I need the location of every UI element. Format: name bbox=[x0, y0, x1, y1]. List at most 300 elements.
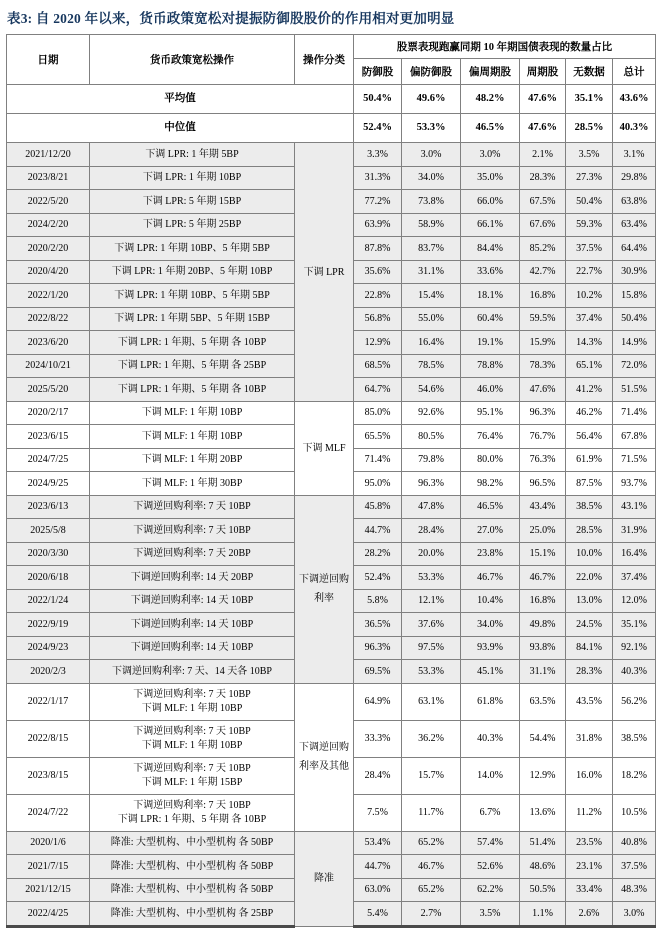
value-cell: 36.5% bbox=[354, 613, 402, 637]
value-cell: 53.3% bbox=[402, 114, 461, 143]
column-header-total: 总计 bbox=[613, 59, 656, 85]
value-cell: 50.4% bbox=[613, 307, 656, 331]
value-cell: 76.3% bbox=[520, 448, 566, 472]
value-cell: 66.0% bbox=[461, 190, 520, 214]
value-cell: 35.1% bbox=[613, 613, 656, 637]
value-cell: 93.9% bbox=[461, 636, 520, 660]
operation-line: 下调逆回购利率: 7 天 20BP bbox=[133, 548, 251, 560]
value-cell: 16.8% bbox=[520, 589, 566, 613]
category-cell: 下调 LPR bbox=[295, 143, 354, 402]
category-cell: 下调逆回购利率及其他 bbox=[295, 683, 354, 831]
value-cell: 23.5% bbox=[566, 831, 613, 855]
value-cell: 7.5% bbox=[354, 794, 402, 831]
value-cell: 3.0% bbox=[461, 143, 520, 167]
value-cell: 48.3% bbox=[613, 878, 656, 902]
value-cell: 98.2% bbox=[461, 472, 520, 496]
date-cell: 2022/4/25 bbox=[7, 902, 90, 927]
policy-easing-table bbox=[6, 34, 656, 928]
value-cell: 43.1% bbox=[613, 495, 656, 519]
operation-cell bbox=[90, 660, 295, 684]
value-cell: 50.4% bbox=[566, 190, 613, 214]
operation-line: 下调 MLF: 1 年期 10BP bbox=[141, 430, 243, 442]
value-cell: 43.4% bbox=[520, 495, 566, 519]
value-cell: 52.4% bbox=[354, 566, 402, 590]
value-cell: 96.3% bbox=[402, 472, 461, 496]
value-cell: 10.2% bbox=[566, 284, 613, 308]
operation-line: 下调逆回购利率: 7 天 10BP bbox=[133, 524, 251, 536]
value-cell: 67.5% bbox=[520, 190, 566, 214]
value-cell: 46.5% bbox=[461, 495, 520, 519]
value-cell: 93.8% bbox=[520, 636, 566, 660]
summary-row bbox=[7, 114, 656, 143]
date-cell: 2021/7/15 bbox=[7, 855, 90, 879]
operation-cell bbox=[90, 757, 295, 794]
value-cell: 12.9% bbox=[520, 757, 566, 794]
value-cell: 58.9% bbox=[402, 213, 461, 237]
value-cell: 31.8% bbox=[566, 720, 613, 757]
operation-line: 下调逆回购利率: 7 天 10BP bbox=[133, 689, 251, 701]
value-cell: 40.3% bbox=[461, 720, 520, 757]
date-cell: 2022/8/15 bbox=[7, 720, 90, 757]
operation-cell bbox=[90, 378, 295, 402]
value-cell: 93.7% bbox=[613, 472, 656, 496]
date-cell: 2020/2/20 bbox=[7, 237, 90, 261]
value-cell: 22.0% bbox=[566, 566, 613, 590]
operation-cell bbox=[90, 425, 295, 449]
value-cell: 63.1% bbox=[402, 683, 461, 720]
value-cell: 96.3% bbox=[354, 636, 402, 660]
value-cell: 96.5% bbox=[520, 472, 566, 496]
operation-cell bbox=[90, 720, 295, 757]
value-cell: 97.5% bbox=[402, 636, 461, 660]
operation-cell bbox=[90, 166, 295, 190]
operation-cell bbox=[90, 331, 295, 355]
operation-cell bbox=[90, 519, 295, 543]
value-cell: 23.1% bbox=[566, 855, 613, 879]
value-cell: 37.4% bbox=[566, 307, 613, 331]
date-cell: 2023/8/21 bbox=[7, 166, 90, 190]
value-cell: 2.6% bbox=[566, 902, 613, 927]
value-cell: 6.7% bbox=[461, 794, 520, 831]
value-cell: 37.5% bbox=[613, 855, 656, 879]
operation-line: 下调 MLF: 1 年期 10BP bbox=[141, 739, 243, 751]
summary-label-cell: 平均值 bbox=[7, 85, 354, 114]
value-cell: 29.8% bbox=[613, 166, 656, 190]
value-cell: 44.7% bbox=[354, 519, 402, 543]
operation-line: 下调 LPR: 1 年期、5 年期 各 10BP bbox=[117, 813, 267, 825]
value-cell: 53.3% bbox=[402, 566, 461, 590]
table-title: 表3: 自 2020 年以来，货币政策宽松对提振防御股股价的作用相对更加明显 bbox=[7, 11, 455, 26]
value-cell: 92.1% bbox=[613, 636, 656, 660]
date-cell: 2020/3/30 bbox=[7, 542, 90, 566]
value-cell: 28.5% bbox=[566, 114, 613, 143]
operation-line: 下调 LPR: 1 年期 10BP、5 年期 5BP bbox=[114, 242, 270, 254]
operation-cell bbox=[90, 143, 295, 167]
value-cell: 31.9% bbox=[613, 519, 656, 543]
date-cell: 2025/5/20 bbox=[7, 378, 90, 402]
value-cell: 62.2% bbox=[461, 878, 520, 902]
value-cell: 95.1% bbox=[461, 401, 520, 425]
value-cell: 36.2% bbox=[402, 720, 461, 757]
operation-line: 下调 LPR: 1 年期 20BP、5 年期 10BP bbox=[111, 266, 273, 278]
value-cell: 33.3% bbox=[354, 720, 402, 757]
value-cell: 46.7% bbox=[520, 566, 566, 590]
value-cell: 18.2% bbox=[613, 757, 656, 794]
value-cell: 14.0% bbox=[461, 757, 520, 794]
value-cell: 63.8% bbox=[613, 190, 656, 214]
value-cell: 44.7% bbox=[354, 855, 402, 879]
date-cell: 2024/7/22 bbox=[7, 794, 90, 831]
value-cell: 46.0% bbox=[461, 378, 520, 402]
operation-cell bbox=[90, 472, 295, 496]
value-cell: 34.0% bbox=[402, 166, 461, 190]
value-cell: 15.9% bbox=[520, 331, 566, 355]
value-cell: 48.2% bbox=[461, 85, 520, 114]
operation-cell bbox=[90, 354, 295, 378]
value-cell: 1.1% bbox=[520, 902, 566, 927]
column-header-semi-cyclical: 偏周期股 bbox=[461, 59, 520, 85]
value-cell: 56.2% bbox=[613, 683, 656, 720]
table-body bbox=[7, 85, 656, 927]
value-cell: 64.7% bbox=[354, 378, 402, 402]
column-header-date: 日期 bbox=[7, 35, 90, 85]
operation-line: 下调逆回购利率: 7 天、14 天各 10BP bbox=[111, 665, 272, 677]
value-cell: 65.1% bbox=[566, 354, 613, 378]
value-cell: 28.2% bbox=[354, 542, 402, 566]
operation-line: 下调 MLF: 1 年期 15BP bbox=[141, 776, 243, 788]
value-cell: 67.8% bbox=[613, 425, 656, 449]
value-cell: 76.4% bbox=[461, 425, 520, 449]
value-cell: 13.6% bbox=[520, 794, 566, 831]
value-cell: 56.4% bbox=[566, 425, 613, 449]
operation-cell bbox=[90, 855, 295, 879]
value-cell: 71.4% bbox=[354, 448, 402, 472]
value-cell: 2.7% bbox=[402, 902, 461, 927]
date-cell: 2022/1/17 bbox=[7, 683, 90, 720]
operation-line: 下调 LPR: 1 年期、5 年期 各 10BP bbox=[117, 336, 267, 348]
column-header-defensive: 防御股 bbox=[354, 59, 402, 85]
value-cell: 87.5% bbox=[566, 472, 613, 496]
value-cell: 78.3% bbox=[520, 354, 566, 378]
date-cell: 2024/7/25 bbox=[7, 448, 90, 472]
value-cell: 45.1% bbox=[461, 660, 520, 684]
date-cell: 2024/10/21 bbox=[7, 354, 90, 378]
column-group-header-outperformance: 股票表现跑赢同期 10 年期国债表现的数量占比 bbox=[354, 35, 656, 59]
date-cell: 2023/6/20 bbox=[7, 331, 90, 355]
operation-cell bbox=[90, 902, 295, 927]
value-cell: 63.0% bbox=[354, 878, 402, 902]
value-cell: 15.8% bbox=[613, 284, 656, 308]
value-cell: 10.5% bbox=[613, 794, 656, 831]
value-cell: 41.2% bbox=[566, 378, 613, 402]
value-cell: 31.1% bbox=[402, 260, 461, 284]
value-cell: 53.3% bbox=[402, 660, 461, 684]
date-cell: 2022/9/19 bbox=[7, 613, 90, 637]
value-cell: 40.8% bbox=[613, 831, 656, 855]
value-cell: 85.2% bbox=[520, 237, 566, 261]
value-cell: 85.0% bbox=[354, 401, 402, 425]
category-cell: 下调 MLF bbox=[295, 401, 354, 495]
date-cell: 2020/4/20 bbox=[7, 260, 90, 284]
value-cell: 14.9% bbox=[613, 331, 656, 355]
value-cell: 2.1% bbox=[520, 143, 566, 167]
value-cell: 69.5% bbox=[354, 660, 402, 684]
value-cell: 27.0% bbox=[461, 519, 520, 543]
operation-line: 下调 LPR: 5 年期 25BP bbox=[142, 219, 242, 231]
date-cell: 2023/6/15 bbox=[7, 425, 90, 449]
value-cell: 20.0% bbox=[402, 542, 461, 566]
value-cell: 43.6% bbox=[613, 85, 656, 114]
date-cell: 2020/1/6 bbox=[7, 831, 90, 855]
value-cell: 49.6% bbox=[402, 85, 461, 114]
value-cell: 46.2% bbox=[566, 401, 613, 425]
value-cell: 63.9% bbox=[354, 213, 402, 237]
value-cell: 3.5% bbox=[461, 902, 520, 927]
date-cell: 2023/6/13 bbox=[7, 495, 90, 519]
operation-cell bbox=[90, 542, 295, 566]
value-cell: 12.9% bbox=[354, 331, 402, 355]
table-row bbox=[7, 143, 656, 167]
date-cell: 2020/6/18 bbox=[7, 566, 90, 590]
value-cell: 66.1% bbox=[461, 213, 520, 237]
value-cell: 3.0% bbox=[613, 902, 656, 927]
value-cell: 40.3% bbox=[613, 114, 656, 143]
value-cell: 71.5% bbox=[613, 448, 656, 472]
value-cell: 22.8% bbox=[354, 284, 402, 308]
value-cell: 49.8% bbox=[520, 613, 566, 637]
value-cell: 63.4% bbox=[613, 213, 656, 237]
value-cell: 56.8% bbox=[354, 307, 402, 331]
date-cell: 2024/9/23 bbox=[7, 636, 90, 660]
value-cell: 46.7% bbox=[461, 566, 520, 590]
value-cell: 50.4% bbox=[354, 85, 402, 114]
operation-line: 下调 LPR: 1 年期 5BP bbox=[145, 148, 239, 160]
value-cell: 47.6% bbox=[520, 114, 566, 143]
value-cell: 71.4% bbox=[613, 401, 656, 425]
value-cell: 28.3% bbox=[566, 660, 613, 684]
value-cell: 23.8% bbox=[461, 542, 520, 566]
date-cell: 2021/12/20 bbox=[7, 143, 90, 167]
value-cell: 37.6% bbox=[402, 613, 461, 637]
value-cell: 59.5% bbox=[520, 307, 566, 331]
value-cell: 53.4% bbox=[354, 831, 402, 855]
value-cell: 16.0% bbox=[566, 757, 613, 794]
value-cell: 38.5% bbox=[566, 495, 613, 519]
value-cell: 52.4% bbox=[354, 114, 402, 143]
operation-cell bbox=[90, 495, 295, 519]
category-cell: 下调逆回购利率 bbox=[295, 495, 354, 683]
value-cell: 19.1% bbox=[461, 331, 520, 355]
operation-cell bbox=[90, 566, 295, 590]
date-cell: 2020/2/17 bbox=[7, 401, 90, 425]
value-cell: 35.1% bbox=[566, 85, 613, 114]
value-cell: 37.4% bbox=[613, 566, 656, 590]
value-cell: 38.5% bbox=[613, 720, 656, 757]
value-cell: 61.8% bbox=[461, 683, 520, 720]
value-cell: 31.3% bbox=[354, 166, 402, 190]
value-cell: 59.3% bbox=[566, 213, 613, 237]
value-cell: 3.0% bbox=[402, 143, 461, 167]
value-cell: 31.1% bbox=[520, 660, 566, 684]
value-cell: 76.7% bbox=[520, 425, 566, 449]
value-cell: 42.7% bbox=[520, 260, 566, 284]
operation-cell bbox=[90, 831, 295, 855]
value-cell: 65.2% bbox=[402, 831, 461, 855]
value-cell: 16.4% bbox=[613, 542, 656, 566]
value-cell: 47.6% bbox=[520, 378, 566, 402]
value-cell: 55.0% bbox=[402, 307, 461, 331]
operation-cell bbox=[90, 613, 295, 637]
value-cell: 11.2% bbox=[566, 794, 613, 831]
value-cell: 78.5% bbox=[402, 354, 461, 378]
value-cell: 28.4% bbox=[402, 519, 461, 543]
value-cell: 5.8% bbox=[354, 589, 402, 613]
column-header-semi-defensive: 偏防御股 bbox=[402, 59, 461, 85]
value-cell: 12.0% bbox=[613, 589, 656, 613]
summary-row bbox=[7, 85, 656, 114]
operation-line: 下调逆回购利率: 7 天 10BP bbox=[133, 800, 251, 812]
value-cell: 11.7% bbox=[402, 794, 461, 831]
column-header-operation: 货币政策宽松操作 bbox=[90, 35, 295, 85]
value-cell: 33.6% bbox=[461, 260, 520, 284]
value-cell: 40.3% bbox=[613, 660, 656, 684]
column-header-category: 操作分类 bbox=[295, 35, 354, 85]
value-cell: 73.8% bbox=[402, 190, 461, 214]
value-cell: 77.2% bbox=[354, 190, 402, 214]
operation-cell bbox=[90, 683, 295, 720]
value-cell: 54.6% bbox=[402, 378, 461, 402]
table-row bbox=[7, 401, 656, 425]
value-cell: 92.6% bbox=[402, 401, 461, 425]
value-cell: 78.8% bbox=[461, 354, 520, 378]
date-cell: 2022/1/20 bbox=[7, 284, 90, 308]
operation-cell bbox=[90, 401, 295, 425]
value-cell: 18.1% bbox=[461, 284, 520, 308]
operation-line: 下调逆回购利率: 14 天 10BP bbox=[130, 618, 254, 630]
value-cell: 84.1% bbox=[566, 636, 613, 660]
operation-line: 降准: 大型机构、中小型机构 各 50BP bbox=[110, 860, 274, 872]
value-cell: 96.3% bbox=[520, 401, 566, 425]
value-cell: 60.4% bbox=[461, 307, 520, 331]
operation-cell bbox=[90, 636, 295, 660]
operation-line: 下调逆回购利率: 14 天 10BP bbox=[130, 642, 254, 654]
value-cell: 22.7% bbox=[566, 260, 613, 284]
value-cell: 61.9% bbox=[566, 448, 613, 472]
value-cell: 35.6% bbox=[354, 260, 402, 284]
date-cell: 2020/2/3 bbox=[7, 660, 90, 684]
summary-label-cell: 中位值 bbox=[7, 114, 354, 143]
operation-line: 下调 MLF: 1 年期 30BP bbox=[141, 477, 243, 489]
operation-line: 下调逆回购利率: 14 天 10BP bbox=[130, 595, 254, 607]
value-cell: 83.7% bbox=[402, 237, 461, 261]
column-header-no-data: 无数据 bbox=[566, 59, 613, 85]
value-cell: 84.4% bbox=[461, 237, 520, 261]
value-cell: 68.5% bbox=[354, 354, 402, 378]
value-cell: 28.4% bbox=[354, 757, 402, 794]
value-cell: 27.3% bbox=[566, 166, 613, 190]
value-cell: 28.3% bbox=[520, 166, 566, 190]
operation-line: 下调 MLF: 1 年期 10BP bbox=[141, 407, 243, 419]
operation-line: 下调 LPR: 1 年期 10BP、5 年期 5BP bbox=[114, 289, 270, 301]
value-cell: 10.4% bbox=[461, 589, 520, 613]
operation-line: 下调 MLF: 1 年期 20BP bbox=[141, 454, 243, 466]
value-cell: 51.5% bbox=[613, 378, 656, 402]
table-row bbox=[7, 495, 656, 519]
date-cell: 2023/8/15 bbox=[7, 757, 90, 794]
value-cell: 48.6% bbox=[520, 855, 566, 879]
column-header-cyclical: 周期股 bbox=[520, 59, 566, 85]
operation-line: 下调逆回购利率: 14 天 20BP bbox=[130, 571, 254, 583]
value-cell: 95.0% bbox=[354, 472, 402, 496]
operation-cell bbox=[90, 237, 295, 261]
date-cell: 2024/2/20 bbox=[7, 213, 90, 237]
operation-line: 下调 LPR: 1 年期 10BP bbox=[142, 172, 242, 184]
value-cell: 25.0% bbox=[520, 519, 566, 543]
table-row bbox=[7, 831, 656, 855]
value-cell: 87.8% bbox=[354, 237, 402, 261]
value-cell: 63.5% bbox=[520, 683, 566, 720]
operation-line: 下调 LPR: 1 年期、5 年期 各 25BP bbox=[117, 360, 267, 372]
operation-line: 降准: 大型机构、中小型机构 各 50BP bbox=[110, 884, 274, 896]
operation-line: 下调逆回购利率: 7 天 10BP bbox=[133, 763, 251, 775]
table-row bbox=[7, 683, 656, 720]
value-cell: 10.0% bbox=[566, 542, 613, 566]
value-cell: 3.3% bbox=[354, 143, 402, 167]
operation-line: 下调逆回购利率: 7 天 10BP bbox=[133, 726, 251, 738]
value-cell: 3.1% bbox=[613, 143, 656, 167]
date-cell: 2022/5/20 bbox=[7, 190, 90, 214]
value-cell: 34.0% bbox=[461, 613, 520, 637]
operation-line: 下调 LPR: 5 年期 15BP bbox=[142, 195, 242, 207]
value-cell: 24.5% bbox=[566, 613, 613, 637]
operation-cell bbox=[90, 448, 295, 472]
value-cell: 13.0% bbox=[566, 589, 613, 613]
operation-cell bbox=[90, 878, 295, 902]
operation-cell bbox=[90, 589, 295, 613]
value-cell: 65.5% bbox=[354, 425, 402, 449]
value-cell: 80.0% bbox=[461, 448, 520, 472]
value-cell: 47.8% bbox=[402, 495, 461, 519]
value-cell: 46.7% bbox=[402, 855, 461, 879]
value-cell: 3.5% bbox=[566, 143, 613, 167]
value-cell: 72.0% bbox=[613, 354, 656, 378]
value-cell: 54.4% bbox=[520, 720, 566, 757]
value-cell: 52.6% bbox=[461, 855, 520, 879]
value-cell: 15.4% bbox=[402, 284, 461, 308]
date-cell: 2022/8/22 bbox=[7, 307, 90, 331]
date-cell: 2025/5/8 bbox=[7, 519, 90, 543]
value-cell: 15.1% bbox=[520, 542, 566, 566]
value-cell: 14.3% bbox=[566, 331, 613, 355]
operation-line: 下调 LPR: 1 年期、5 年期 各 10BP bbox=[117, 383, 267, 395]
value-cell: 30.9% bbox=[613, 260, 656, 284]
operation-line: 降准: 大型机构、中小型机构 各 50BP bbox=[110, 837, 274, 849]
operation-cell bbox=[90, 190, 295, 214]
date-cell: 2021/12/15 bbox=[7, 878, 90, 902]
value-cell: 51.4% bbox=[520, 831, 566, 855]
value-cell: 64.9% bbox=[354, 683, 402, 720]
value-cell: 43.5% bbox=[566, 683, 613, 720]
value-cell: 45.8% bbox=[354, 495, 402, 519]
value-cell: 65.2% bbox=[402, 878, 461, 902]
table-header bbox=[7, 35, 656, 85]
operation-line: 下调 LPR: 1 年期 5BP、5 年期 15BP bbox=[114, 313, 270, 325]
value-cell: 37.5% bbox=[566, 237, 613, 261]
value-cell: 35.0% bbox=[461, 166, 520, 190]
value-cell: 79.8% bbox=[402, 448, 461, 472]
date-cell: 2022/1/24 bbox=[7, 589, 90, 613]
operation-line: 下调 MLF: 1 年期 10BP bbox=[141, 702, 243, 714]
